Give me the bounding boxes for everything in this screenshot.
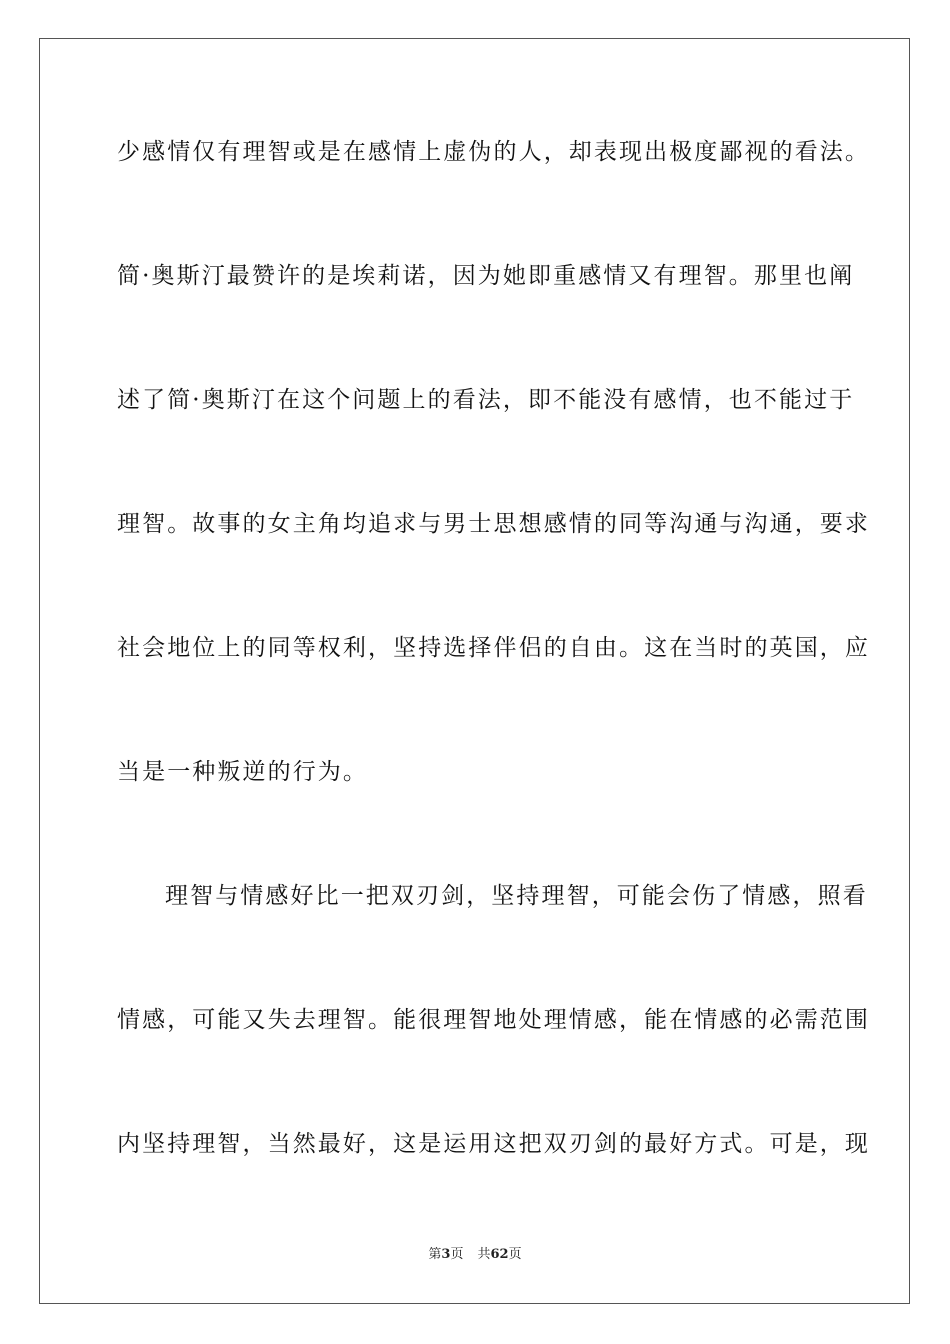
paragraph-line-8: 情感，可能又失去理智。能很理智地处理情感，能在情感的必需范围 [117,1007,870,1033]
paragraph-line-5: 社会地位上的同等权利，坚持选择伴侣的自由。这在当时的英国，应 [117,635,870,661]
paragraph-line-2: 简·奥斯汀最赞许的是埃莉诺，因为她即重感情又有理智。那里也阐 [117,263,855,289]
paragraph-line-1: 少感情仅有理智或是在感情上虚伪的人，却表现出极度鄙视的看法。 [117,139,870,165]
page-prefix: 第 [428,1247,442,1262]
page-footer [0,1246,950,1264]
total-pages: 62 [490,1247,509,1262]
page-suffix: 页 [450,1247,464,1262]
paragraph-line-6: 当是一种叛逆的行为。 [117,759,368,785]
total-suffix: 页 [508,1247,522,1262]
page-number: 3 [441,1247,451,1262]
paragraph-line-3: 述了简·奥斯汀在这个问题上的看法，即不能没有感情，也不能过于 [117,387,855,413]
paragraph-line-9: 内坚持理智，当然最好，这是运用这把双刃剑的最好方式。可是，现 [117,1131,870,1157]
paragraph-line-7: 理智与情感好比一把双刃剑，坚持理智，可能会伤了情感，照看 [165,883,868,909]
paragraph-line-4: 理智。故事的女主角均追求与男士思想感情的同等沟通与沟通，要求 [117,511,870,537]
page-border [39,38,910,1304]
total-prefix: 共 [477,1247,491,1262]
